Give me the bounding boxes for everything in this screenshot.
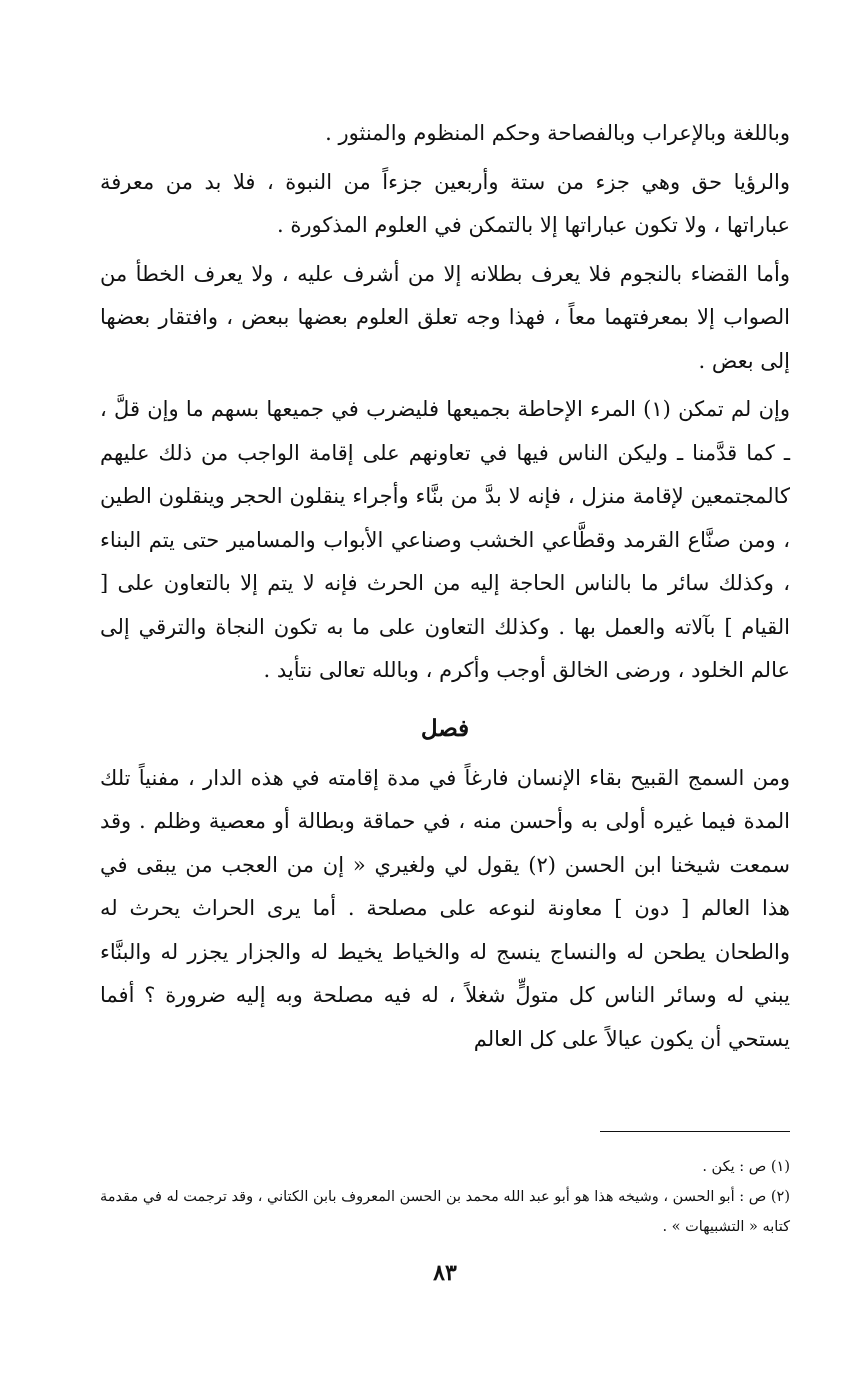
paragraph-3: وأما القضاء بالنجوم فلا يعرف بطلانه إلا من أشرف عليه ، ولا يعرف الخطأ من الصواب إلا بمعرفتهما معاً ، فهذا وجه تعلق العلوم بعضها ببعض ، وافتقار بعضها إلى بعض .	[100, 261, 790, 373]
footnote-1: (١) ص : يكن .	[702, 1159, 790, 1175]
book-page	[100, 112, 790, 1342]
paragraph-2: والرؤيا حق وهي جزء من ستة وأربعين جزءاً من النبوة ، فلا بد من معرفة عباراتها ، ولا تكون عباراتها إلا بالتمكن في العلوم المذكورة .	[100, 169, 790, 237]
footnote-divider	[600, 1131, 790, 1132]
footnotes	[100, 1152, 790, 1242]
paragraph-1: وباللغة وبالإعراب وبالفصاحة وحكم المنظوم والمنثور .	[325, 121, 790, 145]
page-number: ٨٣	[433, 1260, 457, 1286]
paragraph-4: وإن لم تمكن (١) المرء الإحاطة بجميعها فليضرب في جميعها بسهم ما وإن قلَّ ، ـ كما قدَّمنا ـ وليكن الناس فيها في تعاونهم على إقامة الواجب من ذلك عليهم كالمجتمعين لإقامة منزل ، فإنه لا بدَّ من بنَّاء وأجراء ينقلون الحجر وينقلون الطين ، ومن صنَّاع القرمد وقطَّاعي الخشب وصناعي الأبواب والمسامير حتى يتم البناء ، وكذلك سائر ما بالناس الحاجة إليه من الحرث فإنه لا يتم إلا بالتعاون على [ القيام ] بآلاته والعمل بها . وكذلك التعاون على ما به تكون النجاة والترقي إلى عالم الخلود ، ورضى الخالق أوجب وأكرم ، وبالله تعالى نتأيد .	[100, 397, 791, 682]
section-heading: فصل	[420, 714, 470, 742]
footnote-2: (٢) ص : أبو الحسن ، وشيخه هذا هو أبو عبد الله محمد بن الحسن المعروف بابن الكتاني ، وقد ترجمت له في مقدمة كتابه « التشبيهات » .	[100, 1189, 790, 1235]
paragraph-5: ومن السمج القبيح بقاء الإنسان فارغاً في مدة إقامته في هذه الدار ، مفنياً تلك المدة فيما غيره أولى به وأحسن منه ، في حماقة وبطالة أو معصية وظلم . وقد سمعت شيخنا ابن الحسن (٢) يقول لي ولغيري « إن من العجب من يبقى في هذا العالم [ دون ] معاونة لنوعه على مصلحة . أما يرى الحراث يحرث له والطحان يطحن له والنساج ينسج له والخياط يخيط له والجزار يجزر له والبنَّاء يبني له وسائر الناس كل متولٍّ شغلاً ، له فيه مصلحة وبه إليه ضرورة ؟ أفما يستحي أن يكون عيالاً على كل العالم	[100, 765, 790, 1051]
